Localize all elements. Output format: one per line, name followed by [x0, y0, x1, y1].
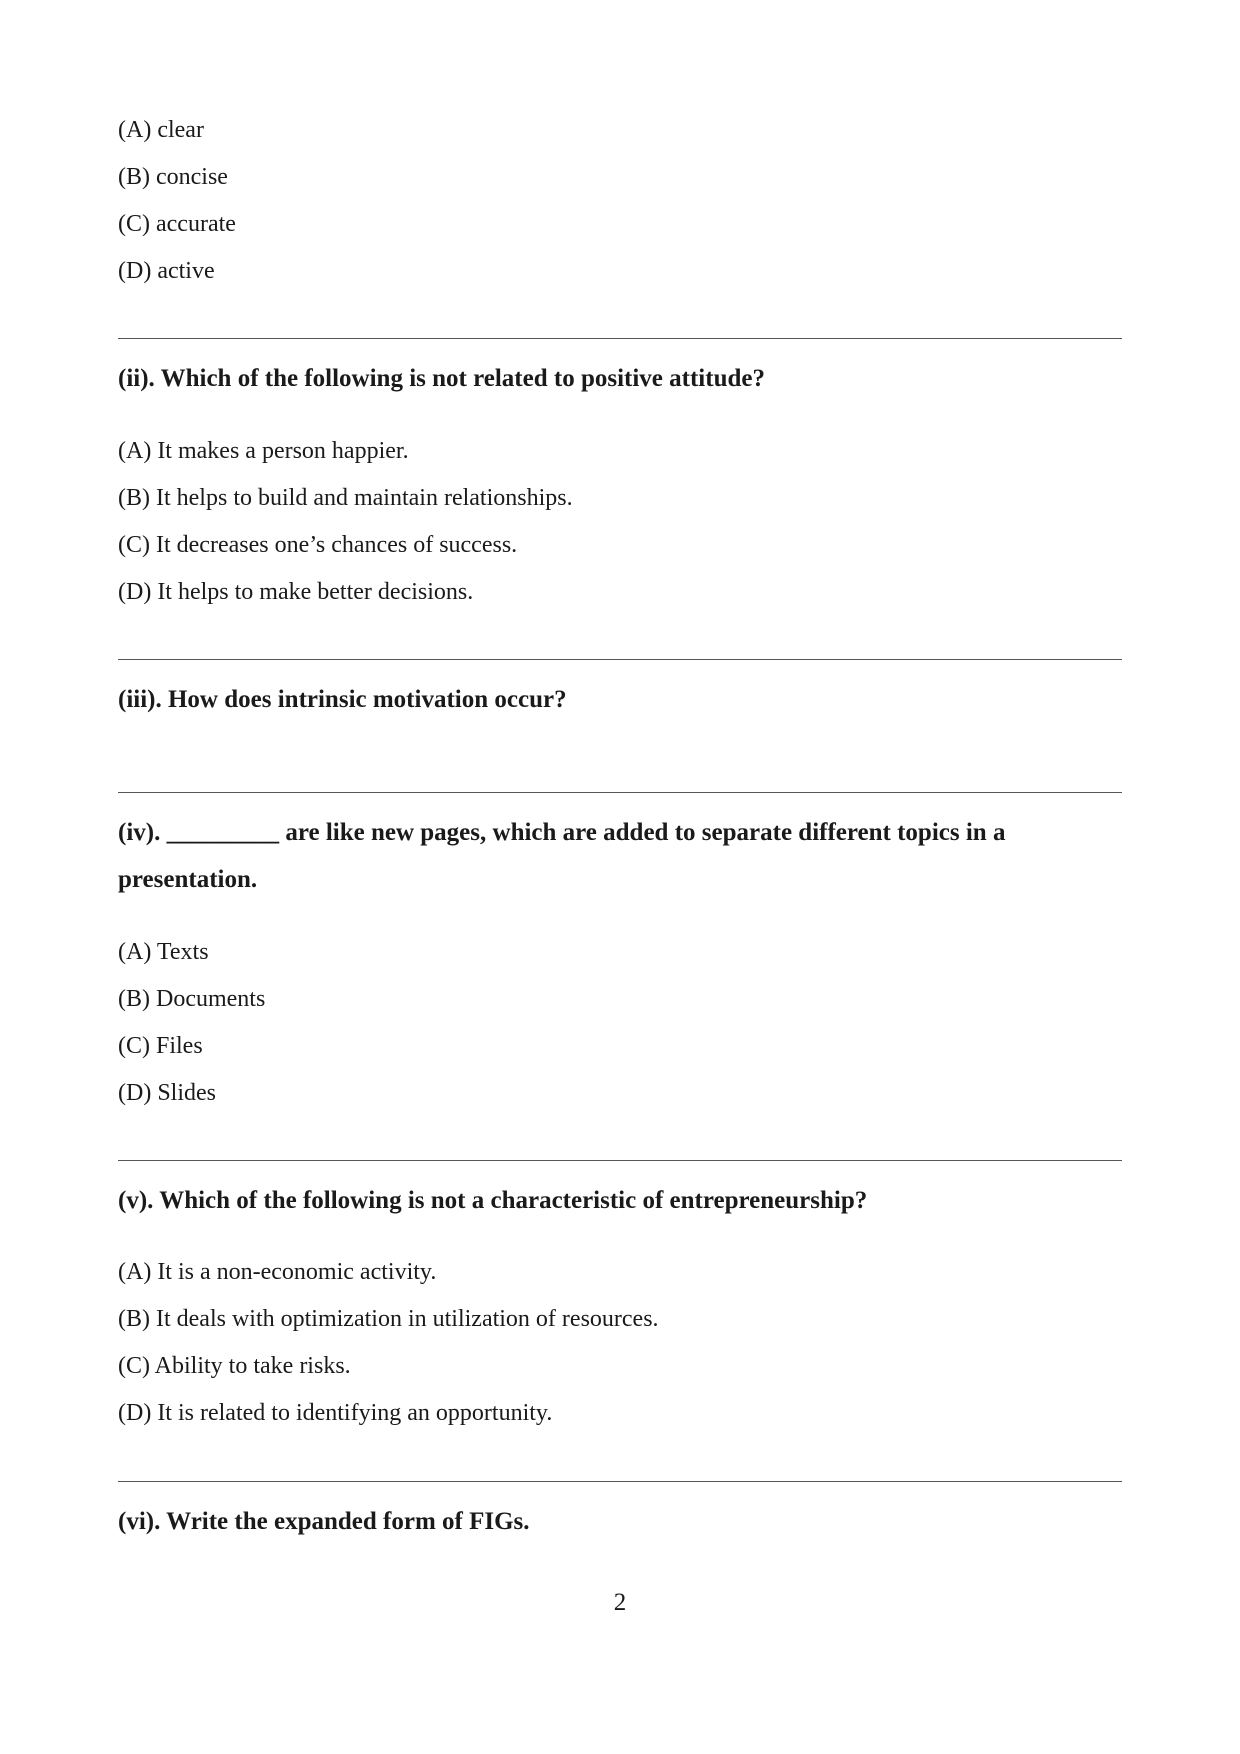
q5-option-a: (A) It is a non-economic activity.: [118, 1259, 437, 1285]
q2-option-a: (A) It makes a person happier.: [118, 438, 409, 464]
q3-question: (iii). How does intrinsic motivation occur?: [118, 686, 567, 713]
q5-question: (v). Which of the following is not a characteristic of entrepreneurship?: [118, 1187, 868, 1214]
q5-option-d: (D) It is related to identifying an opportunity.: [118, 1400, 553, 1426]
q1-option-a: (A) clear: [118, 117, 204, 143]
q2-question: (ii). Which of the following is not related to positive attitude?: [118, 365, 765, 392]
q1-option-d: (D) active: [118, 258, 215, 284]
q5-option-c: (C) Ability to take risks.: [118, 1353, 351, 1379]
q4-question-line1: (iv). _________ are like new pages, which are added to separate different topics in a: [118, 819, 1006, 846]
q2-option-d: (D) It helps to make better decisions.: [118, 579, 474, 605]
exam-page: [118, 0, 1122, 1754]
q4-option-b: (B) Documents: [118, 986, 266, 1012]
q4-option-d: (D) Slides: [118, 1080, 216, 1106]
divider: [118, 659, 1122, 660]
page-number: 2: [613, 1589, 627, 1616]
q5-option-b: (B) It deals with optimization in utilization of resources.: [118, 1306, 659, 1332]
q4-question-line2: presentation.: [118, 866, 258, 893]
q2-option-c: (C) It decreases one’s chances of success.: [118, 532, 518, 558]
q6-question: (vi). Write the expanded form of FIGs.: [118, 1508, 530, 1535]
q1-option-b: (B) concise: [118, 164, 228, 190]
divider: [118, 338, 1122, 339]
q4-option-a: (A) Texts: [118, 939, 209, 965]
q4-option-c: (C) Files: [118, 1033, 203, 1059]
divider: [118, 1481, 1122, 1482]
q2-option-b: (B) It helps to build and maintain relationships.: [118, 485, 573, 511]
q1-option-c: (C) accurate: [118, 211, 236, 237]
divider: [118, 1160, 1122, 1161]
divider: [118, 792, 1122, 793]
